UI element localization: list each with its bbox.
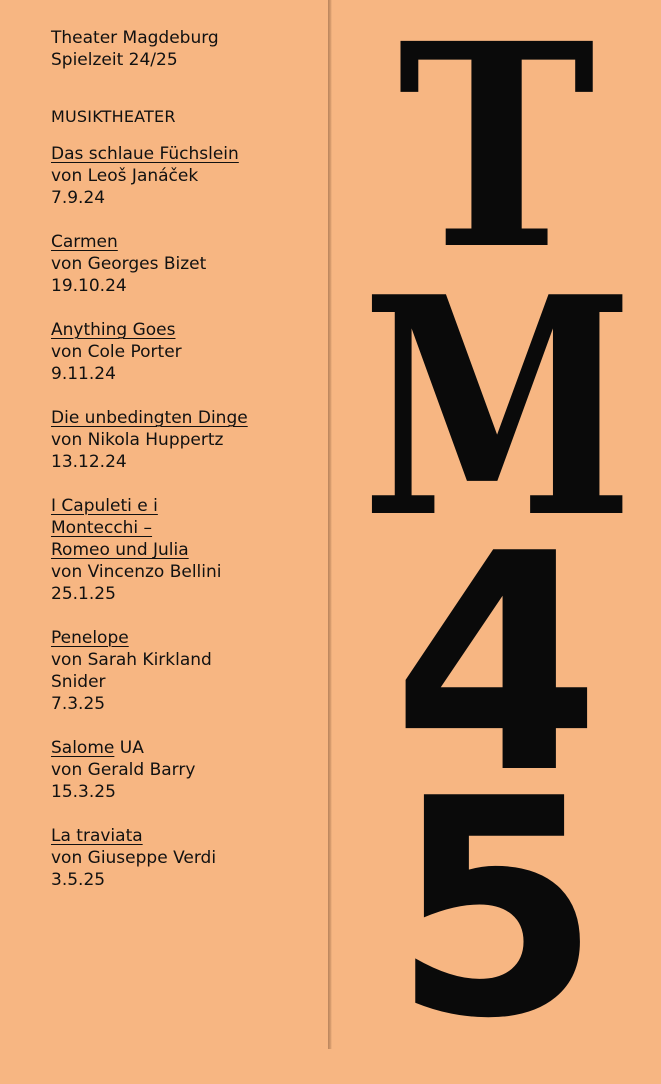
season-label: Spielzeit 24/25 [51, 50, 178, 70]
production-entry [51, 143, 328, 209]
premiere-tag: UA [114, 738, 144, 758]
production-title-link[interactable]: I Capuleti e i [51, 496, 158, 516]
production-entry [51, 627, 328, 715]
logo-digit-4: 4 [392, 490, 601, 839]
logo-letter-m: M [361, 231, 634, 584]
logo-digit-5: 5 [392, 735, 601, 1084]
premiere-date: 15.3.25 [51, 782, 116, 802]
premiere-date: 25.1.25 [51, 584, 116, 604]
composer-line: von Vincenzo Bellini [51, 562, 222, 582]
composer-line: von Giuseppe Verdi [51, 848, 217, 868]
production-entry [51, 231, 328, 297]
production-title-link[interactable]: Salome [51, 738, 115, 758]
theater-name: Theater Magdeburg [51, 28, 219, 48]
composer-line: von Sarah Kirkland [51, 650, 212, 670]
premiere-date: 7.3.25 [51, 694, 106, 714]
premiere-date: 9.11.24 [51, 364, 116, 384]
composer-line: von Nikola Huppertz [51, 430, 224, 450]
production-entry [51, 495, 328, 605]
composer-line: von Georges Bizet [51, 254, 207, 274]
production-title-link[interactable]: La traviata [51, 826, 143, 846]
premiere-date: 7.9.24 [51, 188, 106, 208]
production-entry [51, 737, 328, 803]
premiere-date: 19.10.24 [51, 276, 127, 296]
logo-letter-t: T [397, 0, 596, 312]
composer-line: Snider [51, 672, 106, 692]
production-title-link[interactable]: Penelope [51, 628, 129, 648]
composer-line: von Cole Porter [51, 342, 182, 362]
composer-line: von Leoš Janáček [51, 166, 199, 186]
production-title-link[interactable]: Die unbedingten Dinge [51, 408, 248, 428]
production-title-link[interactable]: Carmen [51, 232, 118, 252]
logo-panel [332, 0, 661, 1084]
production-entry [51, 319, 328, 385]
production-title-link[interactable]: Das schlaue Füchslein [51, 144, 239, 164]
composer-line: von Gerald Barry [51, 760, 196, 780]
production-title-link[interactable]: Montecchi – [51, 518, 153, 538]
production-title-link[interactable]: Anything Goes [51, 320, 176, 340]
premiere-date: 13.12.24 [51, 452, 127, 472]
premiere-date: 3.5.25 [51, 870, 106, 890]
program-panel [0, 0, 328, 1049]
production-entry [51, 825, 328, 891]
production-entry [51, 407, 328, 473]
production-title-link[interactable]: Romeo und Julia [51, 540, 189, 560]
section-title: MUSIKTHEATER [51, 107, 176, 126]
